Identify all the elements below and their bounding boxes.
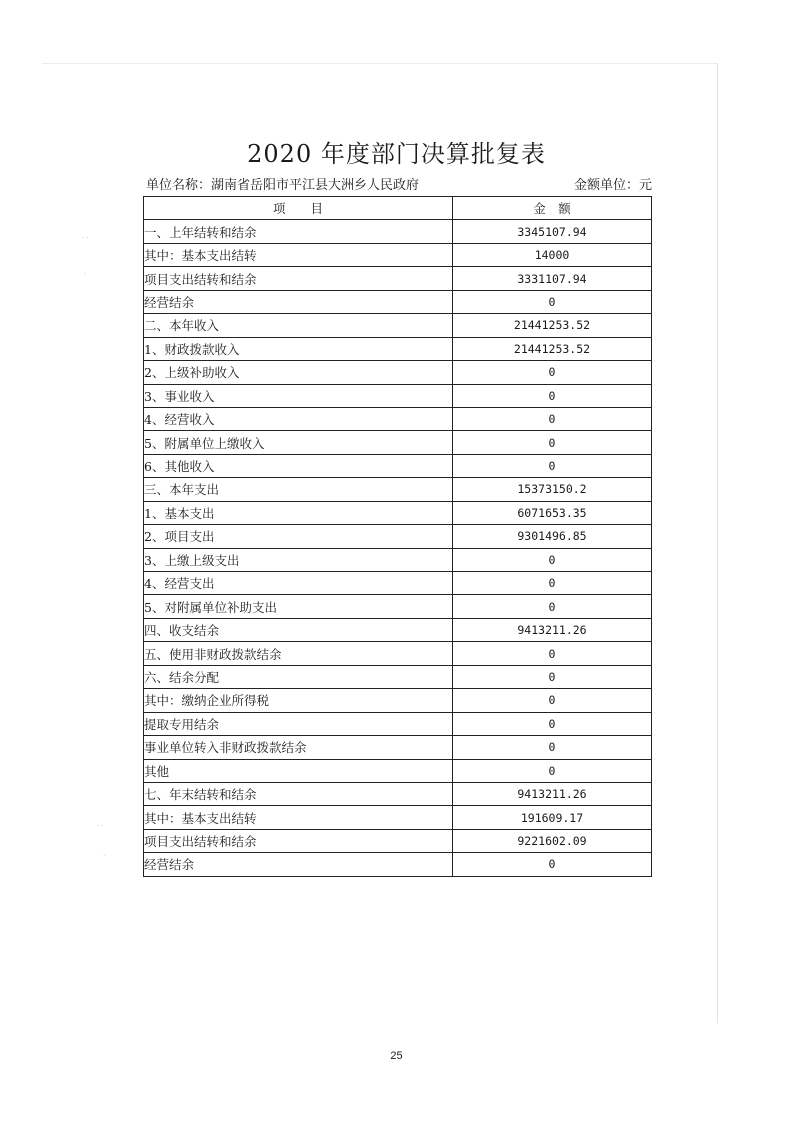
table-row	[144, 384, 652, 407]
row-amount: 0	[453, 712, 652, 735]
row-item-label: 六、结余分配	[144, 665, 453, 688]
table-row	[144, 853, 652, 876]
row-item-label: 其他	[144, 759, 453, 782]
row-item-label: 1、财政拨款收入	[144, 337, 453, 360]
table-body	[144, 220, 652, 876]
row-item-label: 1、基本支出	[144, 501, 453, 524]
table-row	[144, 665, 652, 688]
row-item-label: 2、项目支出	[144, 525, 453, 548]
row-item-label: 七、年末结转和结余	[144, 782, 453, 805]
final-accounts-table	[143, 196, 652, 877]
row-item-label: 4、经营收入	[144, 407, 453, 430]
header-item: 项 目	[144, 197, 453, 220]
table-row	[144, 806, 652, 829]
row-item-label: 事业单位转入非财政拨款结余	[144, 736, 453, 759]
row-item-label: 4、经营支出	[144, 572, 453, 595]
row-amount: 0	[453, 431, 652, 454]
row-amount: 14000	[453, 243, 652, 266]
row-amount: 0	[453, 665, 652, 688]
row-amount: 0	[453, 853, 652, 876]
margin-scan-mark: ·	[103, 852, 106, 860]
table-row	[144, 478, 652, 501]
table-row	[144, 829, 652, 852]
row-amount: 0	[453, 407, 652, 430]
row-amount: 0	[453, 595, 652, 618]
row-amount: 0	[453, 361, 652, 384]
row-item-label: 经营结余	[144, 290, 453, 313]
row-amount: 0	[453, 548, 652, 571]
row-item-label: 三、本年支出	[144, 478, 453, 501]
row-amount: 21441253.52	[453, 337, 652, 360]
row-amount: 0	[453, 759, 652, 782]
row-item-label: 5、对附属单位补助支出	[144, 595, 453, 618]
row-item-label: 其中：缴纳企业所得税	[144, 689, 453, 712]
row-item-label: 经营结余	[144, 853, 453, 876]
row-item-label: 6、其他收入	[144, 454, 453, 477]
header-amount: 金 额	[453, 197, 652, 220]
table-row	[144, 361, 652, 384]
table-row	[144, 525, 652, 548]
table-row	[144, 642, 652, 665]
scan-border-top	[42, 63, 718, 64]
page-number: 25	[390, 1050, 403, 1062]
row-amount: 0	[453, 454, 652, 477]
row-item-label: 二、本年收入	[144, 314, 453, 337]
table-row	[144, 736, 652, 759]
scan-border-right	[717, 63, 718, 1023]
row-item-label: 3、事业收入	[144, 384, 453, 407]
table-row	[144, 407, 652, 430]
row-item-label: 其中：基本支出结转	[144, 243, 453, 266]
currency-unit: 金额单位：元	[573, 178, 652, 193]
table-row	[144, 501, 652, 524]
table-row	[144, 548, 652, 571]
row-amount: 3331107.94	[453, 267, 652, 290]
table-header-row	[144, 197, 652, 220]
row-amount: 0	[453, 642, 652, 665]
table-row	[144, 454, 652, 477]
row-amount: 9301496.85	[453, 525, 652, 548]
row-amount: 6071653.35	[453, 501, 652, 524]
row-item-label: 五、使用非财政拨款结余	[144, 642, 453, 665]
table-row	[144, 712, 652, 735]
row-amount: 0	[453, 689, 652, 712]
table-row	[144, 267, 652, 290]
row-amount: 15373150.2	[453, 478, 652, 501]
table-row	[144, 431, 652, 454]
row-amount: 0	[453, 736, 652, 759]
row-amount: 0	[453, 572, 652, 595]
unit-name: 单位名称：湖南省岳阳市平江县大洲乡人民政府	[146, 178, 420, 193]
margin-scan-mark: · ·	[97, 822, 104, 830]
row-amount: 9221602.09	[453, 829, 652, 852]
row-amount: 9413211.26	[453, 782, 652, 805]
table-row	[144, 243, 652, 266]
table-row	[144, 314, 652, 337]
row-item-label: 四、收支结余	[144, 618, 453, 641]
row-amount: 21441253.52	[453, 314, 652, 337]
unit-info-line	[146, 174, 652, 193]
table-row	[144, 782, 652, 805]
table-row	[144, 689, 652, 712]
row-item-label: 5、附属单位上缴收入	[144, 431, 453, 454]
margin-scan-mark: ·	[84, 270, 87, 278]
row-item-label: 项目支出结转和结余	[144, 829, 453, 852]
row-amount: 9413211.26	[453, 618, 652, 641]
row-amount: 3345107.94	[453, 220, 652, 243]
row-item-label: 项目支出结转和结余	[144, 267, 453, 290]
row-amount: 0	[453, 384, 652, 407]
row-item-label: 其中：基本支出结转	[144, 806, 453, 829]
table-row	[144, 572, 652, 595]
table-row	[144, 618, 652, 641]
table-row	[144, 220, 652, 243]
document-title: 2020 年度部门决算批复表	[247, 140, 546, 168]
row-amount: 0	[453, 290, 652, 313]
row-item-label: 提取专用结余	[144, 712, 453, 735]
row-amount: 191609.17	[453, 806, 652, 829]
table-row	[144, 290, 652, 313]
table-row	[144, 595, 652, 618]
margin-scan-mark: · ·	[82, 234, 89, 242]
row-item-label: 一、上年结转和结余	[144, 220, 453, 243]
row-item-label: 2、上级补助收入	[144, 361, 453, 384]
table-row	[144, 337, 652, 360]
table-row	[144, 759, 652, 782]
row-item-label: 3、上缴上级支出	[144, 548, 453, 571]
